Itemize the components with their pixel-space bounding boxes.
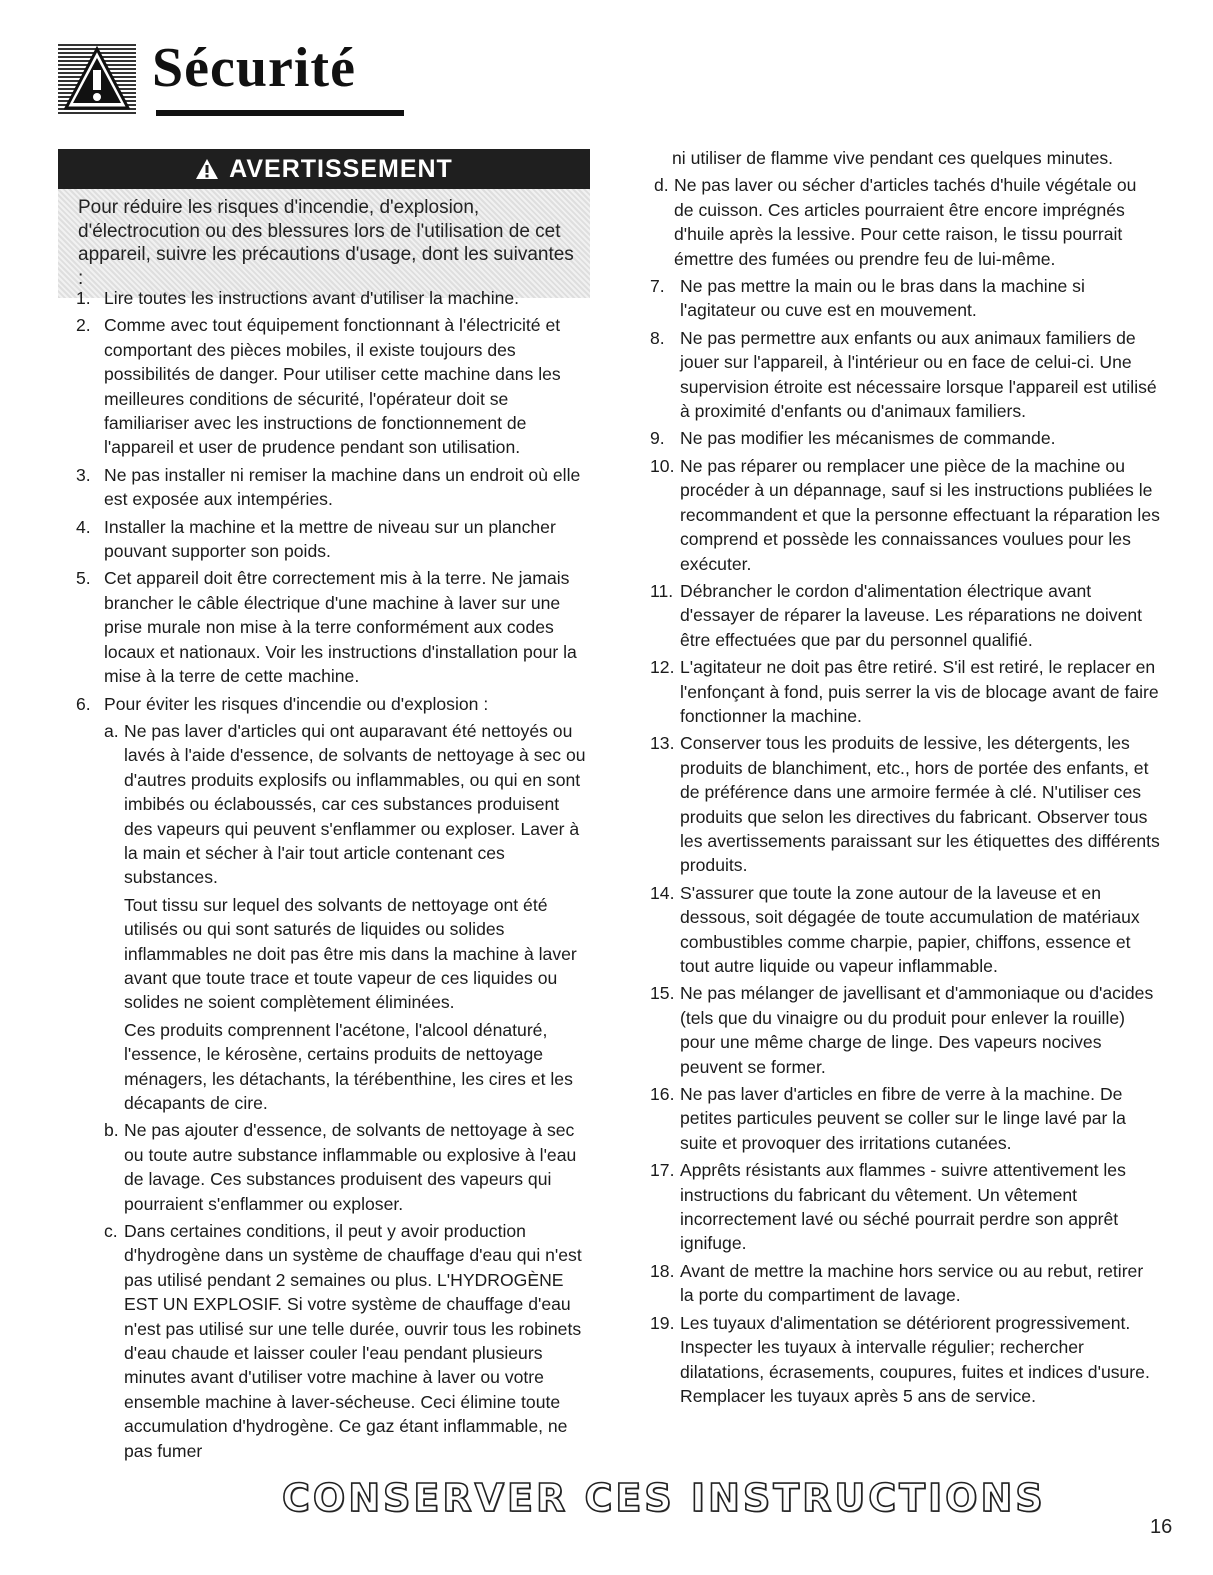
list-item [650, 274, 1160, 323]
item-number: 5. [76, 568, 91, 589]
list-item [76, 286, 591, 310]
item-number: 14. [650, 882, 675, 903]
list-item [650, 426, 1160, 450]
sub-item [654, 173, 1160, 271]
item-text: Lire toutes les instructions avant d'utiliser la machine. [104, 288, 520, 308]
item-text: Ne pas permettre aux enfants ou aux animaux familiers de jouer sur l'appareil, à l'intérieur ou en face de celui-ci. Une supervision étroite est nécessaire lorsque l'appareil est utilisé à proximité d'enfants ou d'animaux familiers. [680, 327, 1157, 422]
item-text: L'agitateur ne doit pas être retiré. S'il est retiré, le replacer en l'enfonçant à fond, puis serrer la vis de blocage avant de faire fonctionner la machine. [680, 657, 1159, 726]
list-item [650, 655, 1160, 728]
sub-item-paragraph: Ces produits comprennent l'acétone, l'alcool dénaturé, l'essence, le kérosène, certains produits de nettoyage ménagers, les détachants, la térébenthine, les cires et les décapants de cire. [124, 1019, 573, 1113]
list-item [650, 731, 1160, 877]
item-number: 18. [650, 1260, 675, 1281]
title-underline [156, 110, 404, 116]
list-item [76, 566, 591, 688]
sub-item-text: Ne pas laver d'articles qui ont auparavant été nettoyés ou lavés à l'aide d'essence, de solvants de nettoyage à sec ou d'autres produits explosifs ou inflammables, ou qui en sont imbibés ou éclaboussés, car ces substances produisent des vapeurs qui peuvent s'enflammer ou exploser. Laver à la main et sécher à l'air tout article contenant ces substances. [124, 720, 586, 888]
item-text: Pour éviter les risques d'incendie ou d'explosion : [104, 693, 489, 714]
item-number: 2. [76, 315, 91, 336]
item-number: 10. [650, 455, 675, 476]
warning-banner [58, 149, 590, 189]
footer-banner: CONSERVER CES INSTRUCTIONS [282, 1476, 1046, 1520]
sub-item-letter: c. [104, 1221, 118, 1242]
list-item [650, 1082, 1160, 1155]
sub-item [104, 1219, 591, 1463]
item-number: 4. [76, 516, 91, 537]
list-item [650, 1158, 1160, 1256]
item-text: Installer la machine et la mettre de niveau sur un plancher pouvant supporter son poids. [104, 516, 556, 562]
list-item [650, 981, 1160, 1079]
item-text: Ne pas mettre la main ou le bras dans la machine si l'agitateur ou cuve est en mouvement. [680, 276, 1085, 321]
item-text: Débrancher le cordon d'alimentation électrique avant d'essayer de réparer la laveuse. Les réparations ne doivent être effectuées que par du personnel qualifié. [680, 580, 1143, 650]
sub-item-letter: d. [654, 175, 669, 196]
warning-box [58, 149, 590, 298]
item-text: Avant de mettre la machine hors service ou au rebut, retirer la porte du compartiment de lavage. [680, 1260, 1144, 1306]
sub-item-continuation: ni utiliser de flamme vive pendant ces quelques minutes. [672, 148, 1114, 168]
list-item [76, 692, 591, 716]
item-number: 9. [650, 428, 665, 449]
item-text: Les tuyaux d'alimentation se détériorent progressivement. Inspecter les tuyaux à intervalle régulier; rechercher dilatations, écrasements, coupures, fuites et indices d'usure. Remplacer les tuyaux après 5 ans de service. [680, 1312, 1150, 1406]
list-item [650, 1311, 1160, 1409]
list-item [650, 579, 1160, 652]
item-number: 1. [76, 288, 91, 308]
warning-icon [195, 158, 219, 180]
sub-item [104, 719, 591, 890]
item-text: Ne pas modifier les mécanismes de commande. [680, 428, 1056, 449]
sub-item-letter: b. [104, 1120, 119, 1141]
item-text: Ne pas laver d'articles en fibre de verre à la machine. De petites particules peuvent se coller sur le linge lavé par la suite et provoquer des irritations cutanées. [680, 1084, 1126, 1153]
page-title: Sécurité [152, 37, 356, 99]
item-number: 11. [650, 580, 674, 601]
sub-item-text: Dans certaines conditions, il peut y avoir production d'hydrogène dans un système de chauffage d'eau qui n'est pas utilisé pendant 2 semaines ou plus. L'HYDROGÈNE EST UN EXPLOSIF. Si votre système de chauffage d'eau n'est pas utilisé sur une telle durée, ouvrir tous les robinets d'eau chaude et laisser couler l'eau pendant plusieurs minutes avant d'utiliser votre machine à laver ou votre ensemble machine à laver-sécheuse. Ceci élimine toute accumulation d'hydrogène. Ce gaz étant inflammable, ne pas fumer [124, 1221, 582, 1461]
sub-item [104, 1118, 591, 1216]
list-item [650, 1259, 1160, 1308]
item-text: Ne pas mélanger de javellisant et d'ammoniaque ou d'acides (tels que du vinaigre ou du produit pour enlever la rouille) pour une même charge de linge. Des vapeurs nocives peuvent se former. [680, 983, 1154, 1077]
list-item [76, 463, 591, 512]
list-item [650, 881, 1160, 979]
item-number: 19. [650, 1312, 675, 1333]
item-number: 16. [650, 1084, 675, 1105]
page-number: 16 [1150, 1516, 1173, 1538]
item-number: 12. [650, 657, 675, 678]
item-number: 6. [76, 693, 91, 714]
sub-item-paragraph: Tout tissu sur lequel des solvants de nettoyage ont été utilisés ou qui sont saturés de liquides ou solides inflammables ne doit pas être mis dans la machine à laver avant que toute trace et toute vapeur de ces liquides ou solides ne soient complètement éliminées. [124, 894, 577, 1013]
list-item [650, 326, 1160, 424]
item-text: Ne pas réparer ou remplacer une pièce de la machine ou procéder à un dépannage, sauf si les instructions publiées le recommandent et que la personne effectuant la réparation les comprend et possède les connaissances voulues pour les exécuter. [680, 455, 1160, 574]
item-number: 8. [650, 327, 665, 348]
item-number: 7. [650, 276, 665, 297]
warning-triangle-icon [58, 44, 136, 114]
sub-item-text: Ne pas ajouter d'essence, de solvants de nettoyage à sec ou toute autre substance inflammable ou explosive à l'eau de lavage. Ces substances produisent des vapeurs qui pourraient s'enflammer ou exploser. [124, 1120, 577, 1214]
item-text: S'assurer que toute la zone autour de la laveuse et en dessous, soit dégagée de toute accumulation de matériaux combustibles comme charpie, papier, chiffons, essence et tout autre liquide ou vapeur inflammable. [680, 882, 1140, 976]
item-number: 13. [650, 733, 675, 754]
section-header [58, 37, 358, 130]
item-text: Apprêts résistants aux flammes - suivre attentivement les instructions du fabricant du vêtement. Un vêtement incorrectement lavé ou séché pourrait perdre son apprêt ignifuge. [680, 1160, 1126, 1254]
warning-label: AVERTISSEMENT [229, 154, 453, 183]
item-number: 15. [650, 983, 675, 1004]
left-column [76, 286, 591, 1466]
sub-item-text: Ne pas laver ou sécher d'articles tachés d'huile végétale ou de cuisson. Ces articles pourraient être encore imprégnés d'huile après la lessive. Pour cette raison, le tissu pourrait émettre des fumées ou prendre feu de lui-même. [674, 175, 1137, 269]
warning-intro: Pour réduire les risques d'incendie, d'explosion, d'électrocution ou des blessures lors de l'utilisation de cet appareil, suivre les précautions d'usage, dont les suivantes : [58, 189, 590, 298]
item-text: Conserver tous les produits de lessive, les détergents, les produits de blanchiment, etc., hors de portée des enfants, et de préférence dans une armoire fermée à clé. N'utiliser ces produits que selon les directives du fabricant. Observer tous les avertissements paraissant sur les étiquettes des différents produits. [680, 733, 1160, 876]
sub-item-letter: a. [104, 720, 119, 741]
list-item [76, 313, 591, 459]
item-number: 17. [650, 1160, 675, 1181]
right-column [650, 146, 1160, 1411]
list-item [650, 454, 1160, 576]
item-text: Comme avec tout équipement fonctionnant à l'électricité et comportant des pièces mobiles, il existe toujours des possibilités de danger. Pour utiliser cette machine dans les meilleures conditions de sécurité, l'opérateur doit se familiariser avec les instructions de fonctionnement de l'appareil et user de prudence pendant son utilisation. [104, 315, 561, 458]
item-text: Ne pas installer ni remiser la machine dans un endroit où elle est exposée aux intempéries. [104, 464, 581, 510]
item-number: 3. [76, 464, 91, 485]
item-text: Cet appareil doit être correctement mis à la terre. Ne jamais brancher le câble électrique d'une machine à laver sur une prise murale non mise à la terre conformément aux codes locaux et nationaux. Voir les instructions d'installation pour la mise à la terre de cette machine. [104, 568, 577, 687]
list-item [76, 515, 591, 564]
